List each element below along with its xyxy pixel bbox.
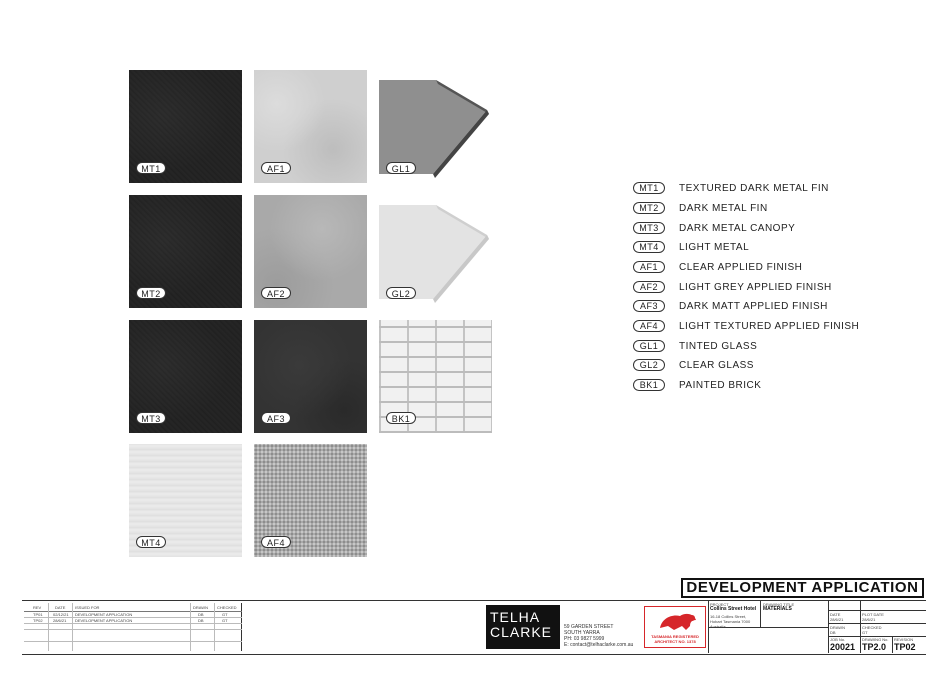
legend-item [633, 378, 761, 392]
checked-cell: GT [222, 612, 228, 617]
swatch-tag: AF4 [261, 536, 291, 548]
legend-code: AF2 [633, 281, 665, 293]
legend-item [633, 181, 829, 195]
drawn-cell: DB [198, 612, 204, 617]
swatch-tag: MT3 [136, 412, 166, 424]
swatch-gl1 [379, 70, 492, 183]
issued-header: ISSUED FOR [75, 605, 100, 610]
checked-header: CHECKED [217, 605, 237, 610]
swatch-mt3 [129, 320, 242, 433]
seal-text [645, 634, 705, 644]
telha-clarke-logo [486, 605, 560, 649]
legend-code: MT4 [633, 241, 665, 253]
project-label: PROJECT [710, 602, 729, 607]
drawn-label: DRAWN [830, 625, 845, 630]
legend-item [633, 201, 768, 215]
date-cell: 28/6/21 [53, 618, 67, 623]
swatch-tag: AF1 [261, 162, 291, 174]
address-line: 59 GARDEN STREET [564, 624, 614, 630]
swatch-mt4 [129, 444, 242, 557]
date-value: 28/6/21 [830, 617, 844, 622]
drawing-title: MATERIALS [763, 606, 792, 612]
drawing-no-value: TP2.0 [862, 642, 887, 652]
swatch-af4 [254, 444, 367, 557]
project-info [708, 600, 926, 653]
drawn-cell: DB [198, 618, 204, 623]
address-line: E: contact@telhaclarke.com.au [564, 642, 634, 648]
legend-label: CLEAR APPLIED FINISH [679, 261, 803, 273]
legend-label: TEXTURED DARK METAL FIN [679, 182, 829, 194]
checked-value: GT [862, 630, 868, 635]
swatch-tag: MT4 [136, 536, 166, 548]
swatch-af2 [254, 195, 367, 308]
logo-line-2: CLARKE [490, 624, 553, 640]
project-address: 16-18 Collins Street, Hobart Tasmania 7000 Australia [710, 614, 751, 629]
job-label: JOB No. [830, 637, 846, 642]
legend-item [633, 221, 795, 235]
legend-code: BK1 [633, 379, 665, 391]
seal-line-1: TASMANIA REGISTERED [651, 634, 699, 639]
legend-code: AF1 [633, 261, 665, 273]
legend-label: LIGHT GREY APPLIED FINISH [679, 281, 832, 293]
drawing-no-label: DRAWING No. [862, 637, 889, 642]
legend-code: MT2 [633, 202, 665, 214]
rev-cell: TP02 [33, 618, 43, 623]
registration-seal [644, 606, 706, 648]
drawn-header: DRAWN [193, 605, 208, 610]
date-cell: 02/12/21 [53, 612, 69, 617]
job-value: 20021 [830, 642, 856, 652]
seal-line-2: ARCHITECT NO. 1378 [654, 639, 696, 644]
swatch-tag: BK1 [386, 412, 416, 424]
swatch-af1 [254, 70, 367, 183]
swatch-af3 [254, 320, 367, 433]
legend-code: MT1 [633, 182, 665, 194]
swatch-tag: MT2 [136, 287, 166, 299]
legend-label: CLEAR GLASS [679, 359, 754, 371]
date-header: DATE [55, 605, 66, 610]
address-line: SOUTH YARRA [564, 630, 600, 636]
swatch-tag: AF2 [261, 287, 291, 299]
swatch-mt1 [129, 70, 242, 183]
swatch-tag: GL2 [386, 287, 416, 299]
firm-address [564, 624, 633, 648]
development-application-banner: DEVELOPMENT APPLICATION [681, 578, 924, 598]
logo-line-1: TELHA [490, 609, 541, 625]
legend-label: LIGHT TEXTURED APPLIED FINISH [679, 320, 860, 332]
legend-item [633, 319, 859, 333]
swatch-bk1 [379, 320, 492, 433]
rev-header: REV [33, 605, 42, 610]
checked-cell: GT [222, 618, 228, 623]
legend-label: DARK METAL CANOPY [679, 222, 796, 234]
legend-code: AF4 [633, 320, 665, 332]
revision-label: REVISION [894, 637, 914, 642]
rev-cell: TP01 [33, 612, 43, 617]
swatch-gl2 [379, 195, 492, 308]
legend-label: DARK MATT APPLIED FINISH [679, 300, 828, 312]
legend-code: GL1 [633, 340, 665, 352]
swatch-tag: GL1 [386, 162, 416, 174]
legend-item [633, 339, 757, 353]
date-label: DATE [830, 612, 841, 617]
issued-cell: DEVELOPMENT APPLICATION [75, 618, 133, 623]
swatch-tag: MT1 [136, 162, 166, 174]
legend-label: TINTED GLASS [679, 340, 758, 352]
legend-code: AF3 [633, 300, 665, 312]
legend-item [633, 260, 802, 274]
revision-table [24, 603, 242, 651]
swatch-tag: AF3 [261, 412, 291, 424]
revision-value: TP02 [894, 642, 916, 652]
legend-label: DARK METAL FIN [679, 202, 768, 214]
plot-date-label: PLOT DATE [862, 612, 884, 617]
legend-label: PAINTED BRICK [679, 379, 762, 391]
drawing-title-label: DRAWING TITLE [763, 602, 795, 607]
legend-item [633, 280, 832, 294]
address-line: PH: 03 9827 5999 [564, 636, 605, 642]
legend-item [633, 299, 828, 313]
legend-label: LIGHT METAL [679, 241, 750, 253]
drawn-value: DB [830, 630, 836, 635]
project-name: Collins Street Hotel [710, 606, 757, 612]
legend-item [633, 240, 749, 254]
legend-code: GL2 [633, 359, 665, 371]
legend-item [633, 358, 754, 372]
checked-label: CHECKED [862, 625, 882, 630]
lion-emblem-icon [646, 608, 706, 634]
legend-code: MT3 [633, 222, 665, 234]
swatch-mt2 [129, 195, 242, 308]
plot-date-value: 28/6/21 [862, 617, 876, 622]
issued-cell: DEVELOPMENT APPLICATION [75, 612, 133, 617]
